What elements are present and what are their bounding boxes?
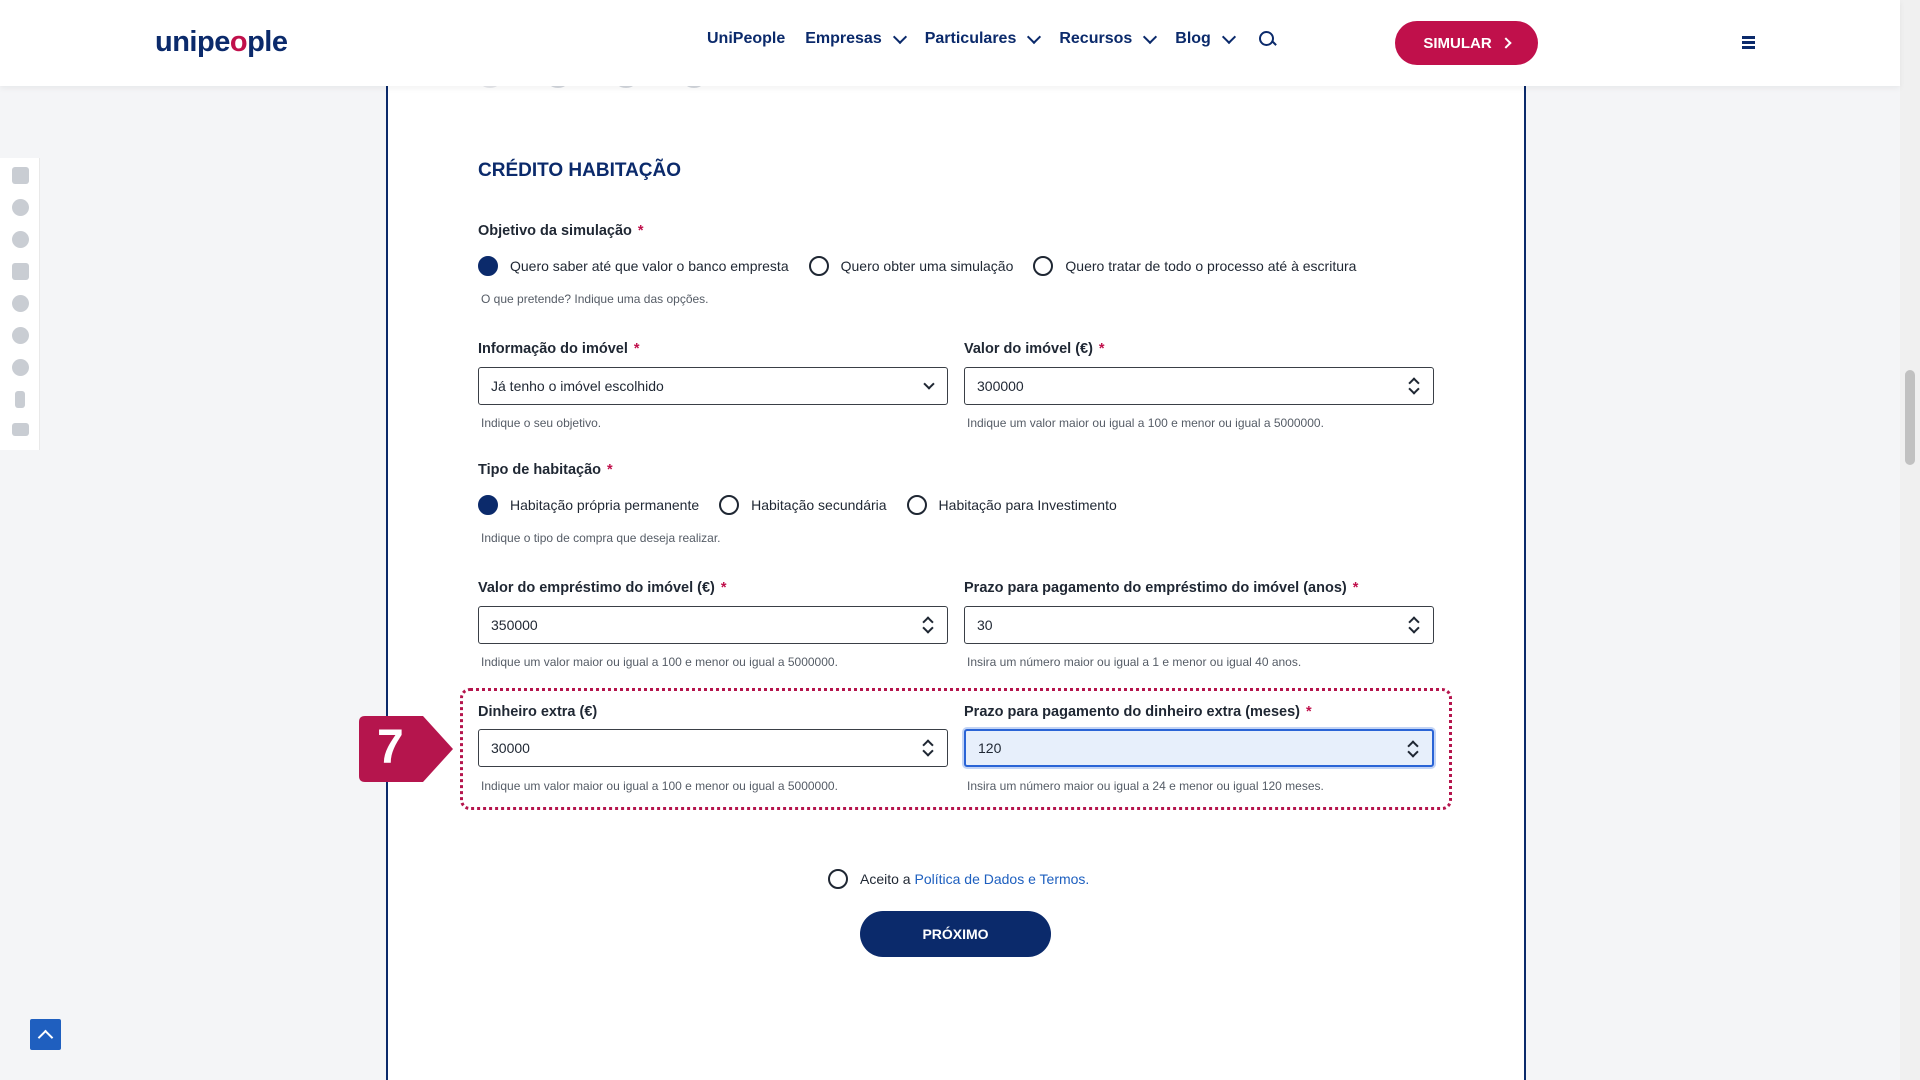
loan-value-label — [478, 580, 727, 596]
share-sidebar — [0, 158, 40, 450]
nav-item-unipeople[interactable] — [707, 30, 785, 48]
logo-text-2: o — [229, 26, 248, 58]
radio-option[interactable] — [478, 256, 789, 276]
reddit-icon[interactable] — [12, 327, 29, 344]
input-value: 350000 — [491, 617, 538, 633]
label-text: Valor do empréstimo do imóvel (€) — [478, 580, 715, 596]
accept-text: Aceito a — [860, 871, 915, 887]
radio-button-selected[interactable] — [478, 256, 498, 276]
next-label: PRÓXIMO — [922, 926, 989, 942]
extra-money-help: Indique um valor maior ou igual a 100 e menor ou igual a 5000000. — [481, 779, 838, 793]
hamburger-menu-icon[interactable] — [1742, 36, 1755, 48]
property-value-input[interactable] — [964, 367, 1434, 405]
number-stepper-icon[interactable] — [923, 617, 933, 633]
search-icon[interactable] — [1258, 30, 1276, 48]
extra-term-input[interactable] — [964, 729, 1434, 767]
radio-button[interactable] — [809, 256, 829, 276]
chevron-down-icon — [1027, 29, 1041, 43]
extra-term-label — [964, 704, 1312, 720]
housing-type-help: Indique o tipo de compra que deseja realizar. — [481, 531, 721, 545]
number-stepper-icon[interactable] — [923, 740, 933, 756]
chevron-down-icon — [1143, 29, 1157, 43]
extra-term-help: Insira um número maior ou igual a 24 e menor ou igual 120 meses. — [967, 779, 1324, 793]
linkedin-icon[interactable] — [12, 167, 29, 184]
property-info-label — [478, 341, 640, 357]
main-nav — [707, 30, 1276, 48]
loan-value-input[interactable] — [478, 606, 948, 644]
form-title: CRÉDITO HABITAÇÃO — [478, 160, 682, 181]
extra-money-label — [478, 704, 597, 720]
radio-label: Quero tratar de todo o processo até à escritura — [1065, 258, 1357, 274]
radio-option[interactable] — [907, 495, 1117, 515]
input-value: 120 — [978, 740, 1002, 756]
required-mark: * — [1098, 341, 1105, 357]
required-mark: * — [1306, 704, 1312, 720]
input-value: 30000 — [491, 740, 530, 756]
tumblr-icon[interactable] — [15, 391, 25, 408]
nav-item-empresas[interactable] — [805, 30, 905, 48]
housing-type-label — [478, 462, 613, 478]
nav-item-particulares[interactable] — [925, 30, 1040, 48]
radio-button[interactable] — [719, 495, 739, 515]
chevron-down-icon — [923, 378, 934, 389]
nav-label: UniPeople — [707, 30, 786, 47]
extra-money-input[interactable] — [478, 729, 948, 767]
email-icon[interactable] — [12, 423, 29, 436]
number-stepper-icon[interactable] — [1408, 741, 1418, 757]
nav-label: Blog — [1175, 30, 1211, 47]
simular-button[interactable] — [1395, 21, 1538, 65]
nav-label: Recursos — [1059, 30, 1133, 47]
chevron-right-icon — [1500, 37, 1511, 48]
radio-label: Habitação para Investimento — [938, 497, 1117, 513]
unipeople-logo[interactable] — [155, 26, 287, 59]
required-mark: * — [637, 223, 644, 239]
radio-label: Quero saber até que valor o banco empresta — [510, 258, 789, 274]
radio-option[interactable] — [719, 495, 886, 515]
logo-text-1: unipe — [155, 26, 230, 58]
label-text: Objetivo da simulação — [478, 223, 632, 239]
number-stepper-icon[interactable] — [1409, 378, 1419, 394]
whatsapp-icon[interactable] — [12, 231, 29, 248]
input-value: 30 — [977, 617, 993, 633]
radio-option[interactable] — [478, 495, 699, 515]
accept-terms-checkbox[interactable] — [828, 869, 848, 889]
accept-terms-row — [828, 869, 1089, 889]
property-value-label — [964, 341, 1105, 357]
property-info-select[interactable] — [478, 367, 948, 405]
radio-option[interactable] — [1033, 256, 1356, 276]
required-mark: * — [633, 341, 640, 357]
radio-label: Habitação secundária — [751, 497, 887, 513]
chevron-down-icon — [1222, 29, 1236, 43]
label-text: Dinheiro extra (€) — [478, 704, 598, 720]
twitter-icon[interactable] — [12, 263, 29, 280]
nav-item-blog[interactable] — [1175, 30, 1234, 48]
next-button[interactable] — [860, 911, 1051, 957]
select-value: Já tenho o imóvel escolhido — [491, 378, 664, 394]
label-text: Valor do imóvel (€) — [964, 341, 1093, 357]
radio-label: Quero obter uma simulação — [840, 258, 1014, 274]
input-value: 300000 — [977, 378, 1024, 394]
required-mark: * — [720, 580, 727, 596]
property-value-help: Indique um valor maior ou igual a 100 e menor ou igual a 5000000. — [967, 416, 1324, 430]
nav-item-recursos[interactable] — [1059, 30, 1155, 48]
nav-label: Empresas — [805, 30, 882, 47]
simular-label: SIMULAR — [1423, 34, 1492, 52]
pinterest-icon[interactable] — [12, 295, 29, 312]
skype-icon[interactable] — [12, 359, 29, 376]
loan-term-label — [964, 580, 1358, 596]
housing-type-radio-group — [478, 495, 1137, 515]
label-text: Tipo de habitação — [478, 462, 602, 478]
scrollbar-thumb[interactable] — [1905, 370, 1915, 465]
back-to-top-button[interactable] — [30, 1019, 61, 1050]
property-info-help: Indique o seu objetivo. — [481, 416, 602, 430]
radio-label: Habitação própria permanente — [510, 497, 700, 513]
label-text: Informação do imóvel — [478, 341, 628, 357]
objective-help: O que pretende? Indique uma das opções. — [481, 292, 709, 306]
radio-option[interactable] — [809, 256, 1014, 276]
objective-label — [478, 223, 644, 239]
step-badge-number: 7 — [377, 721, 404, 774]
site-header — [0, 0, 1900, 86]
label-text: Prazo para pagamento do dinheiro extra (meses) — [964, 704, 1301, 720]
facebook-icon[interactable] — [12, 199, 29, 216]
scrollbar[interactable] — [1900, 0, 1920, 1080]
logo-text-3: ple — [247, 26, 288, 58]
loan-term-help: Insira um número maior ou igual a 1 e menor ou igual 40 anos. — [967, 655, 1302, 669]
number-stepper-icon[interactable] — [1409, 617, 1419, 633]
step-badge-label-wrap — [359, 716, 453, 782]
loan-value-help: Indique um valor maior ou igual a 100 e menor ou igual a 5000000. — [481, 655, 838, 669]
chevron-down-icon — [893, 29, 907, 43]
nav-label: Particulares — [924, 30, 1017, 47]
required-mark: * — [1352, 580, 1359, 596]
label-text: Prazo para pagamento do empréstimo do imóvel (anos) — [964, 580, 1347, 596]
radio-button[interactable] — [1033, 256, 1053, 276]
loan-term-input[interactable] — [964, 606, 1434, 644]
required-mark: * — [607, 462, 613, 478]
objective-radio-group — [478, 256, 1376, 276]
radio-button[interactable] — [907, 495, 927, 515]
privacy-terms-link[interactable]: Política de Dados e Termos. — [914, 871, 1090, 887]
radio-button-selected[interactable] — [478, 495, 498, 515]
